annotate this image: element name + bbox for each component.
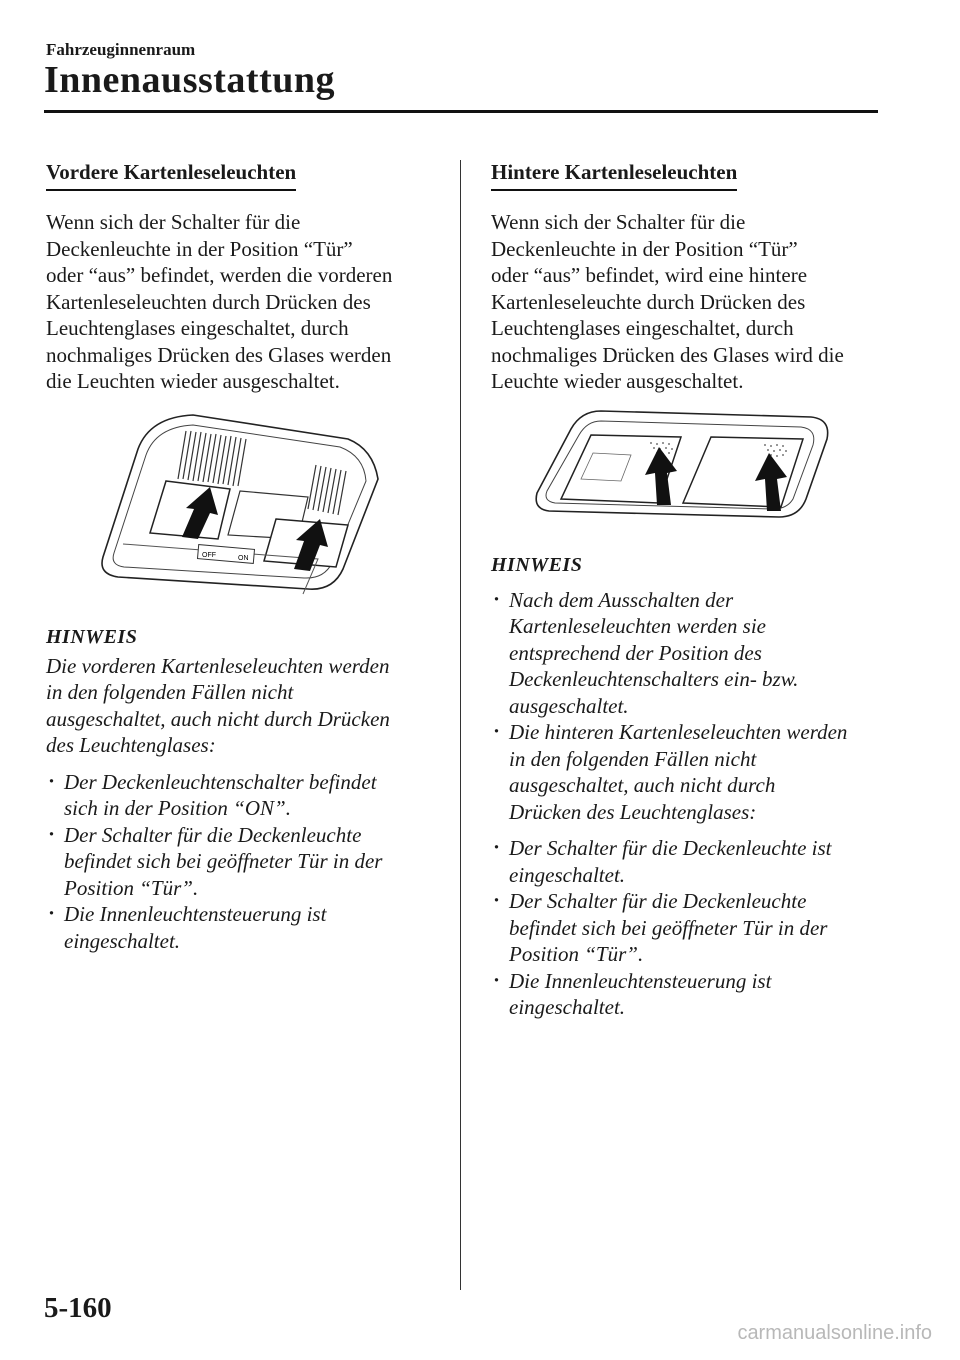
front-lamp-illustration <box>98 409 398 604</box>
rear-console-drawing <box>531 407 841 522</box>
note-text: Die vorderen Kartenleseleuchten werden in den folgenden Fällen nicht ausgeschaltet, auch nicht durch Drücken des Leuchtenglases: <box>46 653 390 757</box>
section-label: Fahrzeuginnenraum <box>46 40 196 59</box>
column-divider <box>460 160 461 1290</box>
list-item: · Der Schalter für die Deckenleuchte befindet sich bei geöffneter Tür in der Position “Tür”. <box>491 888 871 968</box>
rear-lamps-heading: Hintere Kartenleseleuchten <box>491 160 737 191</box>
list-item: · Der Deckenleuchtenschalter befindet sich in der Position “ON”. <box>46 769 426 822</box>
list-item: · Die Innenleuchtensteuerung ist eingeschaltet. <box>491 968 871 1021</box>
rear-lamps-body: Wenn sich der Schalter für die Deckenleuchte in der Position “Tür” oder “aus” befindet, wird eine hintere Kartenleseleuchte durch Drücken des Leuchtenglases eingeschaltet, durch nochmaliges Drücken des Glases wird die Leuchte wieder ausgeschaltet. <box>491 210 844 393</box>
list-item: · Der Schalter für die Deckenleuchte befindet sich bei geöffneter Tür in der Position “Tür”. <box>46 822 426 902</box>
list-item: · Der Schalter für die Deckenleuchte ist eingeschaltet. <box>491 835 871 888</box>
list-item: · Die hinteren Kartenleseleuchten werden in den folgenden Fällen nicht ausgeschaltet, auch nicht durch Drücken des Leuchtenglases: <box>491 719 871 825</box>
rear-lamp-illustration <box>531 407 841 522</box>
watermark: carmanualsonline.info <box>737 1322 932 1344</box>
note-title: HINWEIS <box>491 553 583 576</box>
title-rule <box>44 110 878 113</box>
switch-off-label: OFF <box>202 551 216 559</box>
page-number: 5-160 <box>44 1292 112 1324</box>
rear-note-sublist <box>491 835 871 1021</box>
list-item: · Nach dem Ausschalten der Kartenleseleuchten werden sie entsprechend der Position des Deckenleuchtenschalters ein- bzw. ausgeschaltet. <box>491 587 871 720</box>
right-column <box>491 160 871 1021</box>
page-title: Innenausstattung <box>44 59 335 101</box>
front-console-drawing <box>98 409 398 604</box>
front-lamps-body: Wenn sich der Schalter für die Deckenleuchte in der Position “Tür” oder “aus” befindet, werden die vorderen Kartenleseleuchten durch Drücken des Leuchtenglases eingeschaltet, durch nochmaliges Drücken des Glases werden die Leuchten wieder ausgeschaltet. <box>46 210 393 393</box>
front-note-list <box>46 769 426 955</box>
note-title: HINWEIS <box>46 625 138 648</box>
list-item: · Die Innenleuchtensteuerung ist eingeschaltet. <box>46 901 426 954</box>
front-lamps-heading: Vordere Kartenleseleuchten <box>46 160 296 191</box>
switch-on-label: ON <box>238 554 249 562</box>
rear-note-list <box>491 587 871 826</box>
left-column <box>46 160 426 954</box>
